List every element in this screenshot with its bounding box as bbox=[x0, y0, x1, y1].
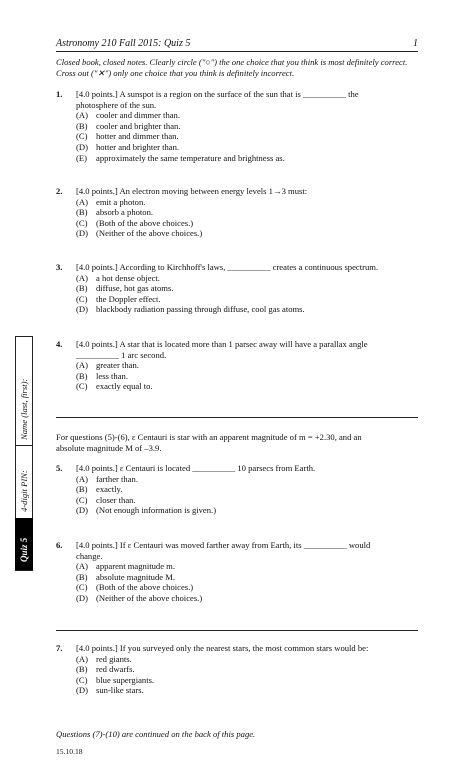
context-line-2: absolute magnitude M of –3.9. bbox=[56, 442, 162, 453]
quiz-label: Quiz 5 bbox=[19, 537, 29, 562]
option-c[interactable]: (C) hotter and dimmer than. bbox=[76, 131, 179, 142]
question-number: 7. bbox=[56, 643, 63, 653]
continued-note: Questions (7)-(10) are continued on the back of this page. bbox=[56, 729, 256, 739]
question-text: [4.0 points.] According to Kirchhoff's laws, __________ creates a continuous spectrum. bbox=[76, 262, 379, 272]
question-text: [4.0 points.] A star that is located more than 1 parsec away will have a parallax angle bbox=[76, 339, 368, 349]
option-c[interactable]: (C) exactly equal to. bbox=[76, 381, 153, 392]
question-text: [4.0 points.] If you surveyed only the nearest stars, the most common stars would be: bbox=[76, 643, 369, 653]
option-c[interactable]: (C) closer than. bbox=[76, 494, 136, 505]
question-number: 5. bbox=[56, 463, 63, 473]
option-c[interactable]: (C) (Both of the above choices.) bbox=[76, 582, 194, 593]
question-number: 1. bbox=[56, 89, 63, 99]
option-d[interactable]: (D) (Neither of the above choices.) bbox=[76, 592, 203, 603]
document-date: 15.10.18 bbox=[56, 747, 83, 756]
section-divider bbox=[56, 417, 418, 418]
option-d[interactable]: (D) sun-like stars. bbox=[76, 685, 144, 696]
context-line-1: For questions (5)-(6), ε Centauri is star with an apparent magnitude of m = +2.30, and an bbox=[56, 432, 362, 442]
option-a[interactable]: (A) emit a photon. bbox=[76, 196, 146, 207]
option-b[interactable]: (B) cooler and brighter than. bbox=[76, 120, 181, 131]
question-text: [4.0 points.] An electron moving between energy levels 1→3 must: bbox=[76, 186, 308, 196]
option-c[interactable]: (C) blue supergiants. bbox=[76, 674, 155, 685]
question-2 bbox=[56, 186, 418, 239]
context-questions-5-6 bbox=[56, 432, 418, 453]
page-number: 1 bbox=[413, 38, 418, 49]
name-label: Name (last, first): bbox=[19, 378, 29, 440]
option-c[interactable]: (C) the Doppler effect. bbox=[76, 293, 161, 304]
question-text: [4.0 points.] ε Centauri is located __________ 10 parsecs from Earth. bbox=[76, 463, 316, 473]
question-text: [4.0 points.] If ε Centauri was moved farther away from Earth, its __________ would bbox=[76, 540, 371, 550]
option-c[interactable]: (C) (Both of the above choices.) bbox=[76, 217, 194, 228]
option-a[interactable]: (A) greater than. bbox=[76, 360, 139, 371]
instructions: Closed book, closed notes. Clearly circle ("○") the one choice that you think is most definitely correct. Cross out ("✕") only one choice that you think is definitely incorrect. bbox=[56, 57, 408, 78]
option-a[interactable]: (A) cooler and dimmer than. bbox=[76, 110, 180, 121]
option-b[interactable]: (B) absolute magnitude M. bbox=[76, 571, 176, 582]
option-a[interactable]: (A) apparent magnitude m. bbox=[76, 561, 175, 572]
option-d[interactable]: (D) (Neither of the above choices.) bbox=[76, 228, 203, 239]
question-4 bbox=[56, 339, 418, 392]
side-divider bbox=[15, 445, 33, 446]
question-7 bbox=[56, 643, 418, 696]
option-d[interactable]: (D) blackbody radiation passing through diffuse, cool gas atoms. bbox=[76, 304, 305, 315]
course-title: Astronomy 210 Fall 2015: Quiz 5 bbox=[56, 38, 191, 49]
option-a[interactable]: (A) red giants. bbox=[76, 653, 132, 664]
question-5 bbox=[56, 463, 418, 516]
option-b[interactable]: (B) diffuse, hot gas atoms. bbox=[76, 283, 174, 294]
section-divider bbox=[56, 630, 418, 631]
option-b[interactable]: (B) exactly. bbox=[76, 484, 123, 495]
question-number: 2. bbox=[56, 186, 63, 196]
option-b[interactable]: (B) less than. bbox=[76, 370, 128, 381]
option-d[interactable]: (D) hotter and brighter than. bbox=[76, 141, 180, 152]
option-b[interactable]: (B) red dwarfs. bbox=[76, 664, 135, 675]
question-number: 3. bbox=[56, 262, 63, 272]
question-number: 6. bbox=[56, 540, 63, 550]
question-text-cont: change. bbox=[76, 550, 103, 561]
pin-label: 4-digit PIN: bbox=[19, 470, 29, 512]
option-a[interactable]: (A) farther than. bbox=[76, 473, 138, 484]
question-6 bbox=[56, 540, 418, 604]
question-text-cont: __________ 1 arc second. bbox=[76, 349, 167, 360]
page-header bbox=[56, 38, 418, 52]
question-number: 4. bbox=[56, 339, 63, 349]
question-text: [4.0 points.] A sunspot is a region on the surface of the sun that is __________ the bbox=[76, 89, 359, 99]
header-rule bbox=[56, 51, 418, 52]
option-a[interactable]: (A) a hot dense object. bbox=[76, 272, 160, 283]
option-d[interactable]: (D) (Not enough information is given.) bbox=[76, 505, 217, 516]
question-text-cont: photosphere of the sun. bbox=[76, 99, 157, 110]
option-e[interactable]: (E) approximately the same temperature and brightness as. bbox=[76, 152, 285, 163]
question-3 bbox=[56, 262, 418, 315]
question-1 bbox=[56, 89, 418, 163]
option-b[interactable]: (B) absorb a photon. bbox=[76, 207, 154, 218]
